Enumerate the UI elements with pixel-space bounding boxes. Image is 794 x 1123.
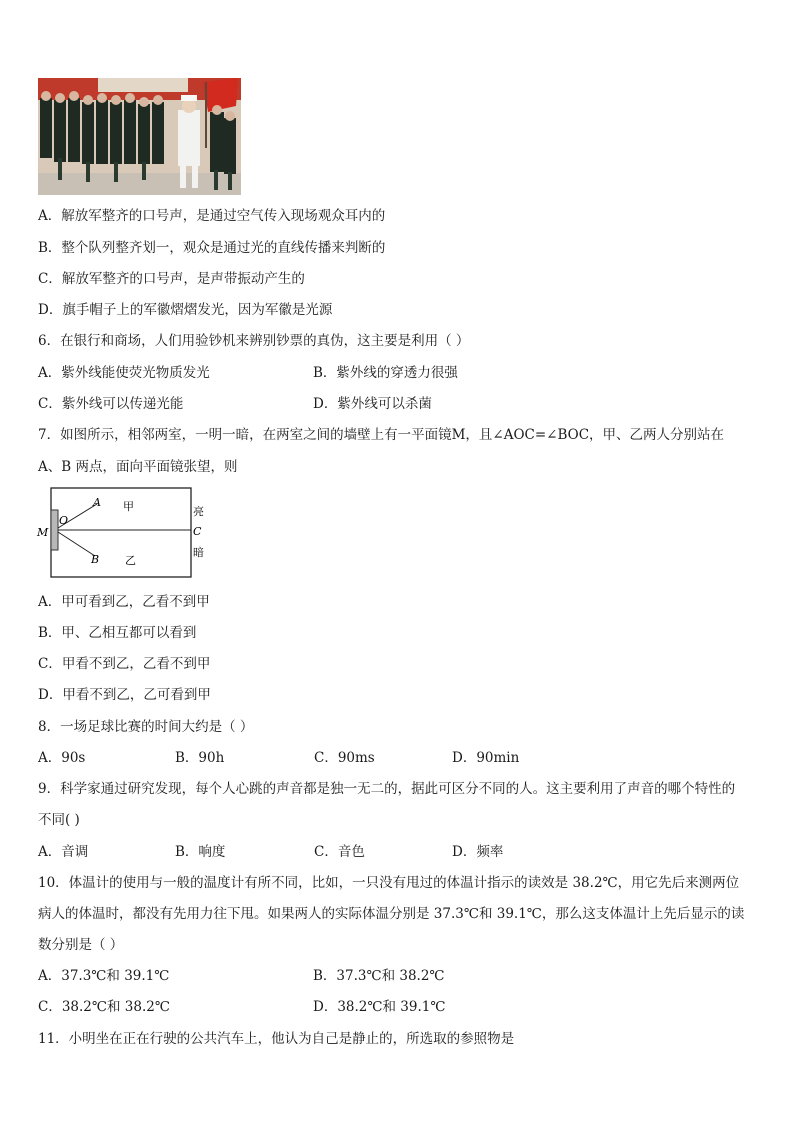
q11-stem: 11．小明坐在正在行驶的公共汽车上，他认为自己是静止的，所选取的参照物是 xyxy=(38,1031,515,1047)
q8-option-c: C．90ms xyxy=(314,750,375,766)
q10-stem-line2: 病人的体温时，都没有先用力往下甩。如果两人的实际体温分别是 37.3℃和 39.1℃，那么这支体温计上先后显示的读 xyxy=(38,906,745,922)
q7-option-a: A．甲可看到乙，乙看不到甲 xyxy=(38,594,210,610)
label-a: A xyxy=(93,496,101,509)
q6-stem: 6．在银行和商场，人们用验钞机来辨别钞票的真伪，这主要是利用（ ） xyxy=(38,333,470,349)
q8-option-a: A．90s xyxy=(38,750,86,766)
q9-option-d: D．频率 xyxy=(452,844,504,860)
label-bright: 亮 xyxy=(193,505,204,518)
q8-option-b: B．90h xyxy=(175,750,225,766)
q10-option-a: A．37.3℃和 39.1℃ xyxy=(38,968,170,984)
q5-option-c: C．解放军整齐的口号声，是声带振动产生的 xyxy=(38,271,305,287)
q6-option-d: D．紫外线可以杀菌 xyxy=(313,396,432,412)
q7-option-c: C．甲看不到乙，乙看不到甲 xyxy=(38,656,211,672)
parade-photo xyxy=(38,78,241,195)
room-outline xyxy=(51,488,191,577)
q8-stem: 8．一场足球比赛的时间大约是（ ） xyxy=(38,719,254,735)
q9-stem-line1: 9．科学家通过研究发现，每个人心跳的声音都是独一无二的，据此可区分不同的人。这主要利用了声音的哪个特性的 xyxy=(38,781,736,797)
q9-stem-line2: 不同( ) xyxy=(38,812,80,828)
mirror-rooms-diagram xyxy=(35,484,215,584)
mirror-m xyxy=(51,510,58,550)
label-jia: 甲 xyxy=(123,500,134,513)
q9-option-a: A．音调 xyxy=(38,844,89,860)
label-yi: 乙 xyxy=(125,554,136,567)
q7-option-b: B．甲、乙相互都可以看到 xyxy=(38,625,197,641)
q5-option-a: A．解放军整齐的口号声，是通过空气传入现场观众耳内的 xyxy=(38,208,386,224)
label-o: O xyxy=(59,514,69,527)
q7-stem-line2: A、B 两点，面向平面镜张望，则 xyxy=(38,459,238,475)
q8-option-d: D．90min xyxy=(452,750,520,766)
label-dark: 暗 xyxy=(193,546,204,559)
label-m: M xyxy=(37,526,49,539)
q10-option-b: B．37.3℃和 38.2℃ xyxy=(313,968,445,984)
q10-option-d: D．38.2℃和 39.1℃ xyxy=(313,999,446,1015)
q7-option-d: D．甲看不到乙，乙可看到甲 xyxy=(38,687,211,703)
label-b: B xyxy=(91,553,100,566)
q6-option-c: C．紫外线可以传递光能 xyxy=(38,396,184,412)
q10-stem-line1: 10．体温计的使用与一般的温度计有所不同，比如，一只没有甩过的体温计指示的读效是 38.2℃，用它先后来测两位 xyxy=(38,875,740,891)
q7-stem-line1: 7．如图所示，相邻两室，一明一暗，在两室之间的墙壁上有一平面镜M，且∠AOC=∠BOC，甲、乙两人分别站在 xyxy=(38,427,725,443)
q9-option-c: C．音色 xyxy=(314,844,365,860)
q5-option-b: B．整个队列整齐划一，观众是通过光的直线传播来判断的 xyxy=(38,240,386,256)
q10-stem-line3: 数分别是（ ） xyxy=(38,937,124,953)
q6-option-b: B．紫外线的穿透力很强 xyxy=(313,365,458,381)
label-c: C xyxy=(193,525,202,538)
ray-ob xyxy=(58,532,95,556)
q9-option-b: B．响度 xyxy=(175,844,226,860)
q5-option-d: D．旗手帽子上的军徽熠熠发光，因为军徽是光源 xyxy=(38,302,333,318)
q6-option-a: A．紫外线能使荧光物质发光 xyxy=(38,365,210,381)
q10-option-c: C．38.2℃和 38.2℃ xyxy=(38,999,170,1015)
